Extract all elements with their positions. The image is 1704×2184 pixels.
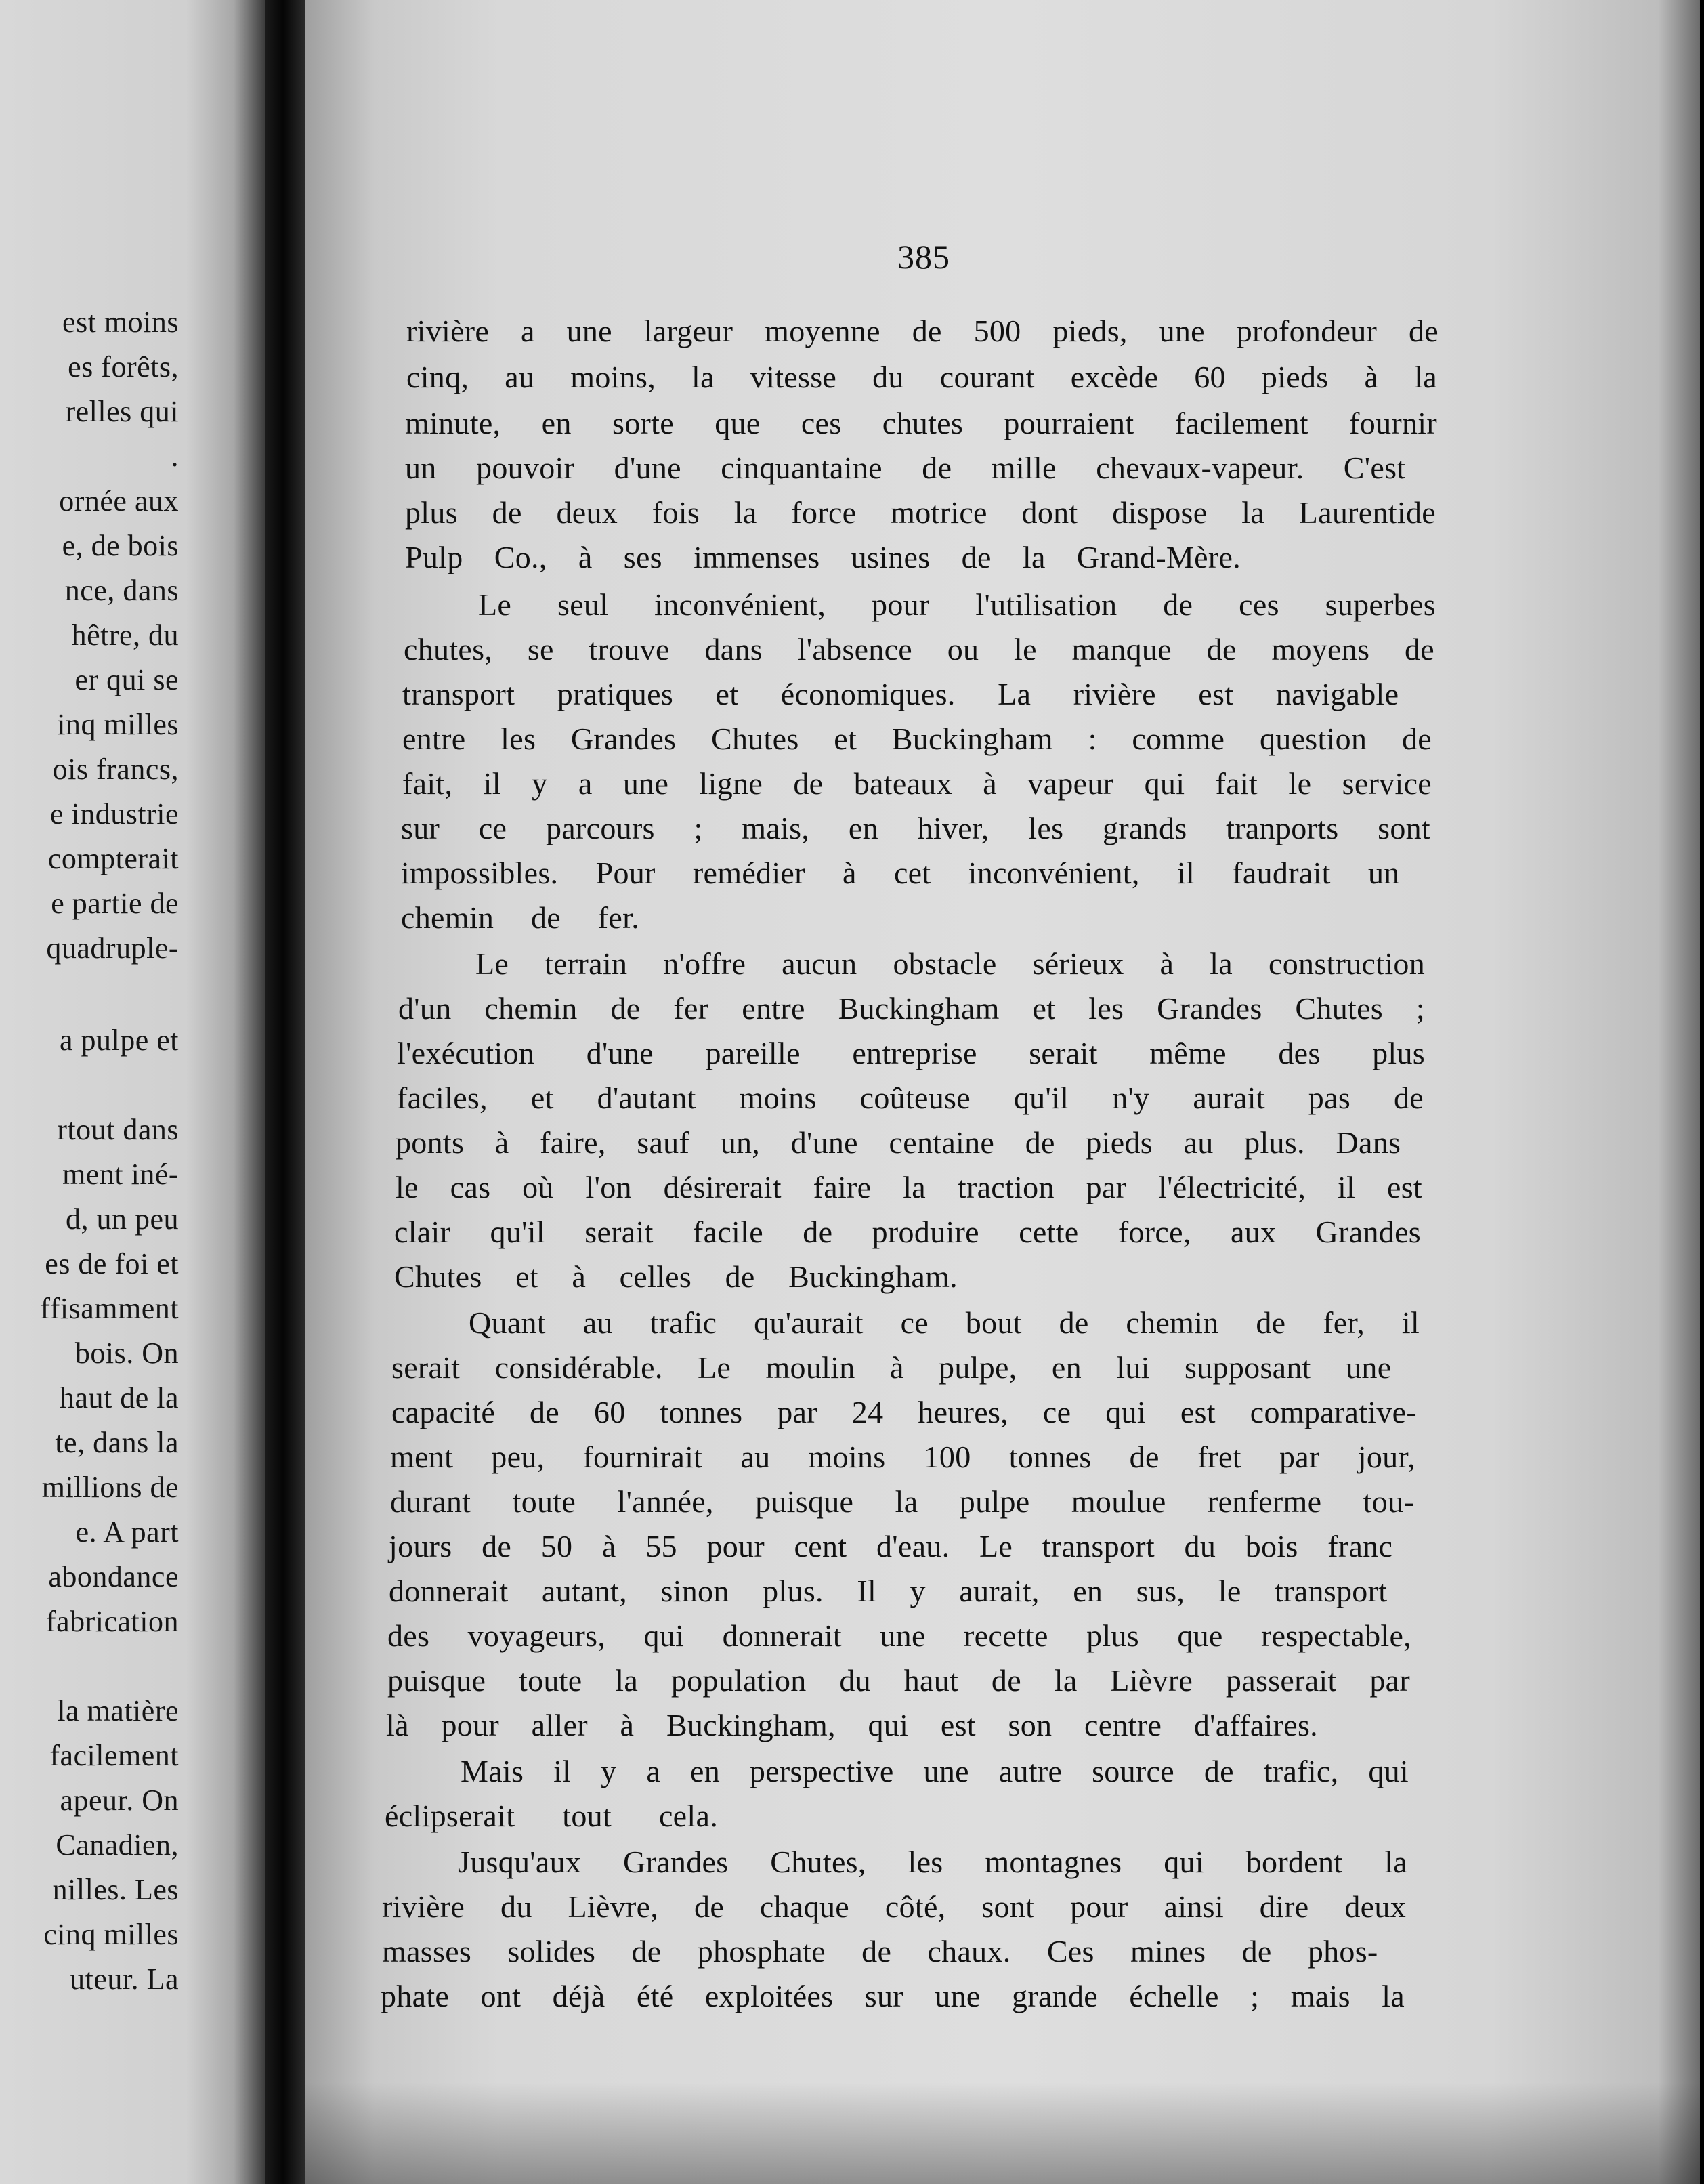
left-page-text-line: haut de la xyxy=(59,1381,179,1414)
body-text-line: faciles, et d'autant moins coûteuse qu'il n'y aurait pas de xyxy=(397,1080,1424,1115)
body-text-line: cinq, au moins, la vitesse du courant excède 60 pieds à la xyxy=(406,360,1437,394)
body-text-line: chutes, se trouve dans l'absence ou le manque de moyens de xyxy=(404,632,1434,667)
left-page-text-line: abondance xyxy=(48,1560,179,1593)
left-page-text-line: est moins xyxy=(62,306,179,339)
left-page-text-line: nilles. Les xyxy=(52,1873,179,1906)
body-text-line: transport pratiques et économiques. La rivière est navigable xyxy=(402,677,1399,711)
left-page-text-line: te, dans la xyxy=(55,1426,179,1459)
body-text-line: capacité de 60 tonnes par 24 heures, ce qui est comparative- xyxy=(391,1395,1417,1429)
left-page-text-line: ornée aux xyxy=(59,484,179,518)
body-text-line: entre les Grandes Chutes et Buckingham : comme question de xyxy=(402,721,1432,756)
left-page-text-line: inq milles xyxy=(57,708,179,741)
body-text-line: masses solides de phosphate de chaux. Ces mines de phos- xyxy=(382,1934,1378,1969)
body-text-line: serait considérable. Le moulin à pulpe, en lui supposant une xyxy=(391,1350,1392,1385)
body-text-line: éclipserait tout cela. xyxy=(385,1799,718,1833)
left-page-text-line: relles qui xyxy=(65,395,179,428)
body-text-line: sur ce parcours ; mais, en hiver, les grands tranports sont xyxy=(401,811,1430,845)
body-text-line: chemin de fer. xyxy=(401,900,639,935)
left-page-text-line: rtout dans xyxy=(57,1113,179,1146)
left-page-text-line: es forêts, xyxy=(68,350,179,383)
left-page-text-line: Canadien, xyxy=(56,1828,179,1862)
left-page-text-line: hêtre, du xyxy=(71,618,179,652)
left-page-text-line: a pulpe et xyxy=(59,1024,179,1057)
left-page-text-line: quadruple- xyxy=(46,931,179,965)
left-page-text-line: ois francs, xyxy=(52,753,179,786)
left-page-text-line: apeur. On xyxy=(60,1784,179,1817)
left-page-text-line: fabrication xyxy=(45,1605,179,1638)
body-text-line: ponts à faire, sauf un, d'une centaine de pieds au plus. Dans xyxy=(396,1125,1401,1160)
page-number: 385 xyxy=(897,238,950,276)
left-page-text-line: es de foi et xyxy=(45,1247,179,1280)
left-page-text-line: d, un peu xyxy=(65,1202,179,1236)
body-text-line: fait, il y a une ligne de bateaux à vapeur qui fait le service xyxy=(402,766,1432,801)
body-text-line: puisque toute la population du haut de la Lièvre passerait par xyxy=(387,1663,1410,1698)
left-page-text-line: e. A part xyxy=(75,1515,179,1549)
page-shadow xyxy=(305,2082,1700,2184)
body-text-line: phate ont déjà été exploitées sur une grande échelle ; mais la xyxy=(381,1979,1405,2013)
body-text-line: le cas où l'on désirerait faire la traction par l'électricité, il est xyxy=(396,1170,1422,1204)
left-page-text-line: ment iné- xyxy=(62,1158,179,1191)
body-text-line: des voyageurs, qui donnerait une recette plus que respectable, xyxy=(387,1618,1411,1653)
left-page-text-line: la matière xyxy=(57,1694,179,1727)
body-text-line: Le seul inconvénient, pour l'utilisation de ces superbes xyxy=(478,587,1436,622)
left-page xyxy=(0,0,265,2184)
body-text-line: Chutes et à celles de Buckingham. xyxy=(394,1259,958,1294)
body-text-line: un pouvoir d'une cinquantaine de mille chevaux-vapeur. C'est xyxy=(405,450,1406,485)
body-text-line: ment peu, fournirait au moins 100 tonnes de fret par jour, xyxy=(390,1440,1415,1474)
body-text-line: plus de deux fois la force motrice dont dispose la Laurentide xyxy=(405,495,1436,530)
body-text-line: là pour aller à Buckingham, qui est son centre d'affaires. xyxy=(386,1708,1318,1742)
left-page-text-line: uteur. La xyxy=(70,1962,179,1996)
body-text-line: l'exécution d'une pareille entreprise serait même des plus xyxy=(397,1036,1425,1070)
left-page-text-line: bois. On xyxy=(74,1337,179,1370)
left-page-text-line: millions de xyxy=(41,1471,179,1504)
body-text-line: donnerait autant, sinon plus. Il y aurait, en sus, le transport xyxy=(389,1574,1388,1608)
left-page-text-line: ffisamment xyxy=(40,1292,179,1325)
body-text-line: Pulp Co., à ses immenses usines de la Grand-Mère. xyxy=(405,540,1241,574)
body-text-line: Jusqu'aux Grandes Chutes, les montagnes qui bordent la xyxy=(458,1845,1407,1879)
body-text-line: minute, en sorte que ces chutes pourraient facilement fournir xyxy=(405,406,1437,440)
book-gutter xyxy=(265,0,305,2184)
left-page-text-line: cinq milles xyxy=(43,1918,179,1951)
body-text-line: Mais il y a en perspective une autre source de trafic, qui xyxy=(461,1754,1409,1788)
left-page-text-line: e, de bois xyxy=(62,529,179,562)
body-text-line: clair qu'il serait facile de produire cette force, aux Grandes xyxy=(394,1215,1421,1249)
body-text-line: Le terrain n'offre aucun obstacle sérieux à la construction xyxy=(475,946,1425,981)
left-page-text-line: nce, dans xyxy=(64,574,179,607)
left-page-text-line: e industrie xyxy=(49,797,179,831)
body-text-line: Quant au trafic qu'aurait ce bout de chemin de fer, il xyxy=(469,1305,1420,1340)
body-text-line: rivière a une largeur moyenne de 500 pieds, une profondeur de xyxy=(406,314,1439,348)
body-text-line: jours de 50 à 55 pour cent d'eau. Le transport du bois franc xyxy=(389,1529,1393,1563)
body-text-line: rivière du Lièvre, de chaque côté, sont pour ainsi dire deux xyxy=(382,1889,1406,1924)
left-page-text-line: e partie de xyxy=(51,887,179,920)
left-page-text-line: . xyxy=(171,440,179,473)
scan-edge xyxy=(1700,0,1704,2184)
left-page-text-line: er qui se xyxy=(74,663,179,696)
body-text-line: d'un chemin de fer entre Buckingham et les Grandes Chutes ; xyxy=(398,991,1425,1026)
body-text-line: impossibles. Pour remédier à cet inconvénient, il faudrait un xyxy=(401,856,1400,890)
body-text-line: durant toute l'année, puisque la pulpe moulue renferme tou- xyxy=(390,1484,1414,1519)
left-page-text-line: facilement xyxy=(49,1739,179,1772)
left-page-text-line: compterait xyxy=(47,842,179,875)
